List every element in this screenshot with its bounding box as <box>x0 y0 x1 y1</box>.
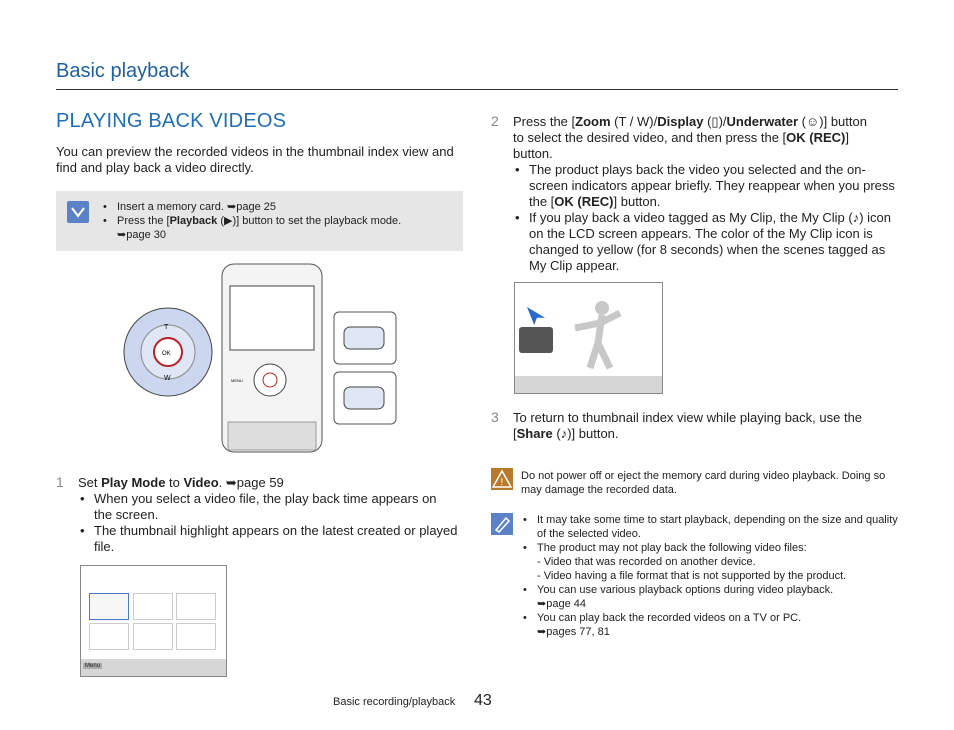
svg-text:!: ! <box>500 477 504 488</box>
warning-text: Do not power off or eject the memory card during video playback. Doing so may damage the recorded data. <box>521 470 886 496</box>
step2-text: Press the [Zoom (T / W)/Display (▯)/Underwater (☺)] button to select the desired video, and then press the [OK (REC)] button. • The product plays back the video you selected and the on-screen indicators appear briefly. They reappear when you press the [OK (REC)] button. • If you play back a video tagged as My Clip, the My Clip (♪) icon on the LCD screen appears. The color of the My Clip icon is changed to yellow (for 8 seconds) when the scenes tagged as My Clip appear. <box>513 114 898 274</box>
playback-controls[interactable] <box>519 327 553 353</box>
header-divider <box>56 89 898 90</box>
step1-text: Set Play Mode to Video. ➥page 59 • When you select a video file, the play back time appears on the screen. • The thumbnail highlight appears on the latest created or played file. <box>78 475 458 555</box>
thumbnail[interactable] <box>133 593 173 620</box>
page-number: 43 <box>474 692 492 709</box>
step2-bullet: • The product plays back the video you selected and the on-screen indicators appear briefly. They reappear when you press the [OK (REC)] button. <box>513 162 898 210</box>
warning-icon <box>491 468 513 490</box>
zoom-w-label: W <box>164 375 171 382</box>
zoom-t-label: T <box>164 324 169 331</box>
thumbnail[interactable] <box>133 623 173 650</box>
note-subitem: - Video that was recorded on another device. <box>537 556 756 568</box>
dancer-image <box>560 293 640 373</box>
prerequisite-list <box>101 200 456 242</box>
footer-section: Basic recording/playback <box>333 696 456 708</box>
prerequisite-item: • Press the [Playback (▶)] button to set the playback mode. ➥page 30 <box>101 214 456 242</box>
step2-bullet: • If you play back a video tagged as My Clip, the My Clip (♪) icon on the LCD screen appears. The color of the My Clip icon is changed to yellow (for 8 seconds) when the scenes tagged as My Clip appear. <box>513 210 898 274</box>
step-number: 3 <box>491 409 499 425</box>
step-number: 2 <box>491 113 499 129</box>
note-subitem: - Video having a file format that is not supported by the product. <box>537 570 847 582</box>
step1-bullet: • The thumbnail highlight appears on the latest created or played file. <box>78 523 458 555</box>
step1-bullet: • When you select a video file, the play back time appears on the screen. <box>78 491 458 523</box>
note-item: • You can play back the recorded videos on a TV or PC. ➥pages 77, 81 <box>521 611 898 639</box>
playback-screen <box>514 282 663 394</box>
intro-text: You can preview the recorded videos in the thumbnail index view and find and play back a video directly. <box>56 144 454 175</box>
checkbox-note-icon <box>67 201 89 223</box>
note-item: • You can use various playback options during video playback. ➥page 44 <box>521 583 898 611</box>
ok-label: OK <box>162 351 171 357</box>
section-title: Basic playback <box>56 60 190 82</box>
step-number: 1 <box>56 474 64 490</box>
thumbnail-index-screen <box>80 565 227 677</box>
notes-list <box>521 513 898 639</box>
pointer-arrow-icon <box>527 307 545 325</box>
thumbnail[interactable] <box>176 623 216 650</box>
thumbnail-selected[interactable] <box>89 593 129 620</box>
note-item: • The product may not play back the following video files: <box>521 541 898 555</box>
camcorder-illustration <box>122 262 398 454</box>
prerequisite-item: • Insert a memory card. ➥page 25 <box>101 200 456 214</box>
page-title: PLAYING BACK VIDEOS <box>56 110 287 132</box>
note-pen-icon <box>491 513 513 535</box>
thumbnail[interactable] <box>176 593 216 620</box>
step3-text: To return to thumbnail index view while playing back, use the [Share (♪)] button. <box>513 410 863 441</box>
menu-button[interactable]: Menu <box>85 663 101 669</box>
thumbnail[interactable] <box>89 623 129 650</box>
menu-label: MENU <box>231 378 243 383</box>
note-item: • It may take some time to start playback, depending on the size and quality of the selected video. <box>521 513 898 541</box>
